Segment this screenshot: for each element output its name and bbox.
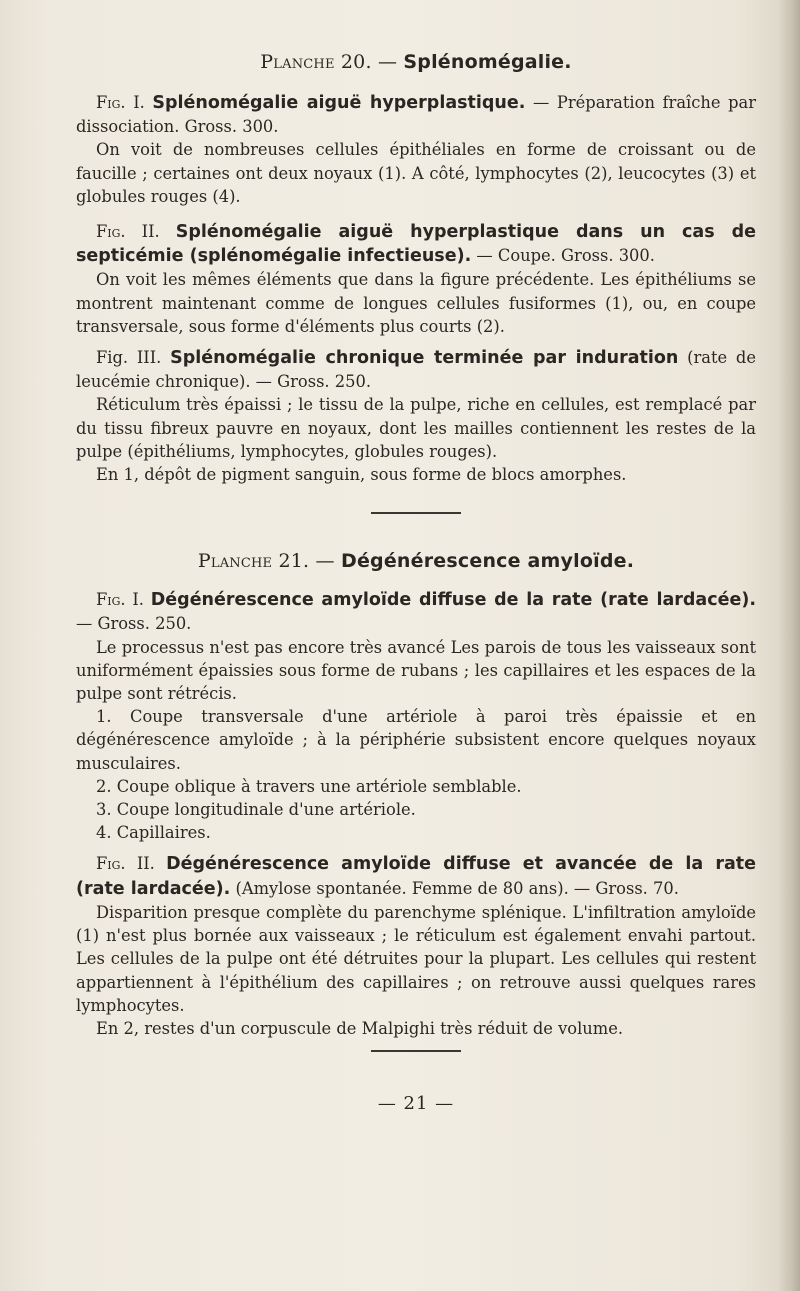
fig-title: Splénomégalie chronique terminée par induration — [170, 348, 679, 369]
fig-title: Dégénérescence amyloïde diffuse et avancée de la rate (rate lardacée). — [76, 854, 756, 899]
plate-20-fig-3 — [76, 346, 756, 393]
fig-caption-tail: — Gross. 250. — [76, 614, 192, 634]
plate-20-topic: Splénomégalie. — [403, 51, 572, 73]
fig-body: Réticulum très épaissi ; le tissu de la pulpe, riche en cellules, est remplacé par du tissu fibreux pauvre en noyaux, dont les mailles contiennent les restes de la pulpe (épithéliums, lymphocytes, globules rouges). — [76, 395, 756, 461]
fig-label: Fig. II. — [96, 854, 167, 874]
fig-caption-tail: (rate de leucémie chronique). — Gross. 250. — [76, 348, 756, 392]
plate-21-fig-1 — [76, 588, 756, 635]
list-item: 2. Coupe oblique à travers une artériole semblable. — [96, 776, 522, 796]
fig-label: Fig. I. — [96, 590, 151, 610]
list-item: 1. Coupe transversale d'une artériole à paroi très épaissie et en dégénérescence amyloïde ; à la périphérie subsistent encore quelques noyaux musculaires. — [76, 707, 756, 773]
plate-21-fig-2 — [76, 852, 756, 900]
fig-caption-tail: (Amylose spontanée. Femme de 80 ans). — Gross. 70. — [230, 878, 679, 898]
fig-label: Fig. III. — [96, 348, 171, 368]
plate-20-fig-2 — [76, 220, 756, 268]
section-divider — [371, 1050, 461, 1052]
list-item: 3. Coupe longitudinale d'une artériole. — [96, 800, 416, 820]
plate-20-title — [76, 49, 756, 75]
plate-20-label: Planche 20. — — [260, 51, 404, 73]
page-content — [76, 46, 756, 1115]
fig-title: Dégénérescence amyloïde diffuse de la rate (rate lardacée). — [150, 590, 756, 611]
fig-body: On voit les mêmes éléments que dans la figure précédente. Les épithéliums se montrent maintenant comme de longues cellules fusiformes (1), ou, en coupe transversale, sous forme d'éléments plus courts (2). — [76, 270, 756, 336]
fig-caption-tail: — Coupe. Gross. 300. — [471, 246, 655, 266]
plate-21-title — [76, 548, 756, 574]
fig-body: En 1, dépôt de pigment sanguin, sous forme de blocs amorphes. — [96, 465, 627, 485]
page-number: — 21 — — [377, 1093, 455, 1115]
page-binding-shadow — [778, 0, 800, 1291]
list-item: 4. Capillaires. — [96, 823, 211, 843]
fig-body: On voit de nombreuses cellules épithéliales en forme de croissant ou de faucille ; certaines ont deux noyaux (1). A côté, lymphocytes (2), leucocytes (3) et globules rouges (4). — [76, 140, 756, 206]
section-divider — [371, 512, 461, 514]
plate-20-fig-1 — [76, 91, 756, 138]
fig-body: Disparition presque complète du parenchyme splénique. L'infiltration amyloïde (1) n'est plus bornée aux vaisseaux ; le réticulum est également envahi partout. Les cellules de la pulpe ont été détruites pour la plupart. Les cellules qui restent appartiennent à l'épithélium des capillaires ; on retrouve aussi quelques rares lymphocytes. — [76, 902, 756, 1015]
fig-title: Splénomégalie aiguë hyperplastique. — [152, 93, 526, 113]
fig-label: Fig. II. — [96, 222, 176, 242]
fig-body: Le processus n'est pas encore très avancé Les parois de tous les vaisseaux sont uniformément épaissies sous forme de rubans ; les capillaires et les espaces de la pulpe sont rétrécis. — [76, 637, 756, 704]
fig-body: En 2, restes d'un corpuscule de Malpighi très réduit de volume. — [96, 1018, 624, 1038]
plate-21-label: Planche 21. — — [197, 550, 341, 573]
fig-label: Fig. I. — [96, 93, 153, 112]
fig-title: Splénomégalie aiguë hyperplastique dans un cas de septicémie (splénomégalie infectieuse). — [76, 222, 756, 267]
plate-21-topic: Dégénérescence amyloïde. — [340, 550, 635, 573]
fig-caption-tail: — Préparation fraîche par dissociation. Gross. 300. — [76, 93, 757, 137]
